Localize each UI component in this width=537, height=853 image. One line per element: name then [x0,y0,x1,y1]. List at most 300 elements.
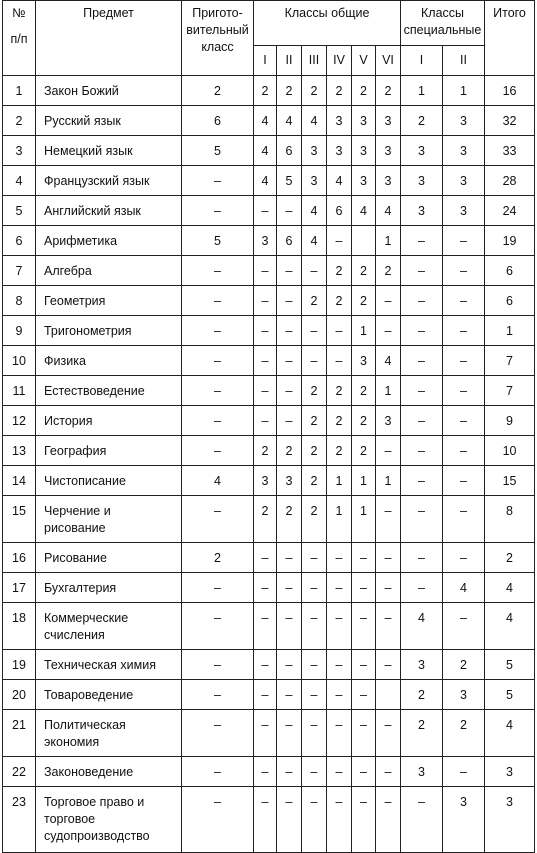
general-class-hours: 2 [277,496,302,543]
subject-line: Политическая [44,718,126,732]
total-hours: 6 [485,256,535,286]
preparatory-hours: 2 [182,76,254,106]
general-class-hours: 6 [327,196,352,226]
table-row [3,710,535,757]
general-class-hours: – [277,376,302,406]
general-class-hours: – [327,543,352,573]
special-class-hours: 3 [443,787,485,853]
general-class-hours: – [277,603,302,650]
special-class-hours: 3 [443,196,485,226]
subject-line: Английский язык [44,204,141,218]
general-class-hours: 5 [277,166,302,196]
preparatory-hours: 4 [182,466,254,496]
table-row [3,256,535,286]
header-special-line1: Классы [421,6,465,20]
row-number: 4 [3,166,36,196]
general-class-hours: 2 [302,466,327,496]
row-number: 22 [3,757,36,787]
general-class-hours: – [277,543,302,573]
subject-cell [36,136,182,166]
general-class-hours: – [302,256,327,286]
subject-cell [36,196,182,226]
general-class-hours: – [376,496,401,543]
special-class-hours: – [443,543,485,573]
table-row [3,496,535,543]
subject-line: счисления [44,628,105,642]
general-class-hours: – [277,316,302,346]
general-class-hours: – [254,316,277,346]
row-number: 12 [3,406,36,436]
general-class-hours: 4 [352,196,376,226]
header-special-col: II [443,46,485,76]
subject-line: торговое [44,812,96,826]
general-class-hours: – [302,346,327,376]
general-class-hours: – [352,573,376,603]
general-class-hours: – [376,436,401,466]
subject-cell [36,256,182,286]
special-class-hours: 2 [401,680,443,710]
general-class-hours: – [277,406,302,436]
special-class-hours: – [401,316,443,346]
general-class-hours: 2 [376,76,401,106]
special-class-hours: – [443,256,485,286]
general-class-hours: 2 [302,496,327,543]
general-class-hours: 1 [327,496,352,543]
subject-cell [36,496,182,543]
special-class-hours: – [401,496,443,543]
special-class-hours: 3 [401,650,443,680]
general-class-hours: – [254,256,277,286]
general-class-hours: – [254,376,277,406]
special-class-hours: – [443,376,485,406]
header-general-col: II [277,46,302,76]
header-subject: Предмет [36,1,182,76]
total-hours: 6 [485,286,535,316]
general-class-hours: 3 [352,166,376,196]
general-class-hours: – [376,316,401,346]
general-class-hours: – [327,603,352,650]
general-class-hours: – [302,316,327,346]
general-class-hours: 4 [302,196,327,226]
row-number: 7 [3,256,36,286]
general-class-hours: 6 [277,136,302,166]
subject-cell [36,650,182,680]
row-number: 11 [3,376,36,406]
special-class-hours: 2 [401,106,443,136]
general-class-hours: – [376,787,401,853]
general-class-hours: – [302,650,327,680]
preparatory-hours: – [182,286,254,316]
row-number: 9 [3,316,36,346]
row-number: 1 [3,76,36,106]
subject-line: География [44,444,107,458]
general-class-hours: 4 [376,196,401,226]
general-class-hours: – [327,573,352,603]
subject-line: экономия [44,735,100,749]
header-number-line1: № [12,6,26,20]
general-class-hours: 2 [254,436,277,466]
subject-cell [36,710,182,757]
subject-cell [36,76,182,106]
general-class-hours [376,680,401,710]
table-row [3,106,535,136]
table-row [3,316,535,346]
general-class-hours: – [254,680,277,710]
header-general-col: VI [376,46,401,76]
special-class-hours: – [443,406,485,436]
general-class-hours: 4 [254,106,277,136]
subject-line: Коммерческие [44,611,129,625]
table-row [3,436,535,466]
subject-line: Алгебра [44,264,92,278]
general-class-hours: – [327,787,352,853]
general-class-hours: 2 [376,256,401,286]
general-class-hours: 2 [327,406,352,436]
general-class-hours: 3 [376,106,401,136]
total-hours: 1 [485,316,535,346]
general-class-hours: 3 [254,226,277,256]
preparatory-hours: – [182,196,254,226]
table-row [3,757,535,787]
general-class-hours: – [254,757,277,787]
total-hours: 7 [485,346,535,376]
general-class-hours: 1 [352,466,376,496]
general-class-hours: – [376,286,401,316]
row-number: 23 [3,787,36,853]
general-class-hours: – [376,710,401,757]
subject-line: Законоведение [44,765,134,779]
table-row [3,76,535,106]
general-class-hours: – [254,543,277,573]
special-class-hours: – [401,226,443,256]
table-row [3,136,535,166]
special-class-hours: 2 [443,710,485,757]
general-class-hours: – [254,286,277,316]
general-class-hours: – [352,603,376,650]
preparatory-hours: – [182,573,254,603]
table-row [3,166,535,196]
general-class-hours: – [277,787,302,853]
general-class-hours: 2 [352,436,376,466]
subject-cell [36,166,182,196]
general-class-hours: 4 [277,106,302,136]
general-class-hours: 3 [327,136,352,166]
general-class-hours: 4 [302,106,327,136]
row-number: 5 [3,196,36,226]
general-class-hours: – [352,680,376,710]
general-class-hours: 4 [254,136,277,166]
general-class-hours: – [327,757,352,787]
general-class-hours: – [376,650,401,680]
header-general-col: IV [327,46,352,76]
general-class-hours: – [302,680,327,710]
subject-cell [36,226,182,256]
subject-line: Арифметика [44,234,118,248]
general-class-hours: 2 [327,436,352,466]
special-class-hours: – [443,436,485,466]
preparatory-hours: – [182,166,254,196]
preparatory-hours: 6 [182,106,254,136]
total-hours: 28 [485,166,535,196]
preparatory-hours: 2 [182,543,254,573]
general-class-hours: 3 [254,466,277,496]
subject-cell [36,106,182,136]
header-prep-line3: класс [201,40,234,54]
general-class-hours: 2 [254,496,277,543]
preparatory-hours: – [182,757,254,787]
total-hours: 2 [485,543,535,573]
subject-cell [36,787,182,853]
subject-line: Русский язык [44,114,121,128]
general-class-hours: 3 [376,166,401,196]
general-class-hours: 2 [254,76,277,106]
special-class-hours: 1 [443,76,485,106]
header-special-classes [401,1,485,46]
general-class-hours: – [277,680,302,710]
header-special-col: I [401,46,443,76]
general-class-hours: 1 [376,376,401,406]
special-class-hours: 3 [401,166,443,196]
header-general-classes: Классы общие [254,1,401,46]
subject-cell [36,316,182,346]
general-class-hours: – [302,543,327,573]
general-class-hours: – [376,573,401,603]
header-preparatory [182,1,254,76]
total-hours: 15 [485,466,535,496]
special-class-hours: – [443,316,485,346]
special-class-hours: – [401,787,443,853]
preparatory-hours: – [182,680,254,710]
general-class-hours: – [302,573,327,603]
subject-cell [36,543,182,573]
general-class-hours: – [352,650,376,680]
general-class-hours: 1 [327,466,352,496]
table-row [3,376,535,406]
header-prep-line1: Пригото- [192,6,243,20]
table-body [3,76,535,853]
general-class-hours: 3 [352,136,376,166]
special-class-hours: 3 [443,680,485,710]
subject-line: Физика [44,354,86,368]
special-class-hours: 4 [401,603,443,650]
total-hours: 10 [485,436,535,466]
total-hours: 16 [485,76,535,106]
general-class-hours: – [277,757,302,787]
table-row [3,226,535,256]
subject-cell [36,286,182,316]
table-row [3,603,535,650]
row-number: 10 [3,346,36,376]
total-hours: 19 [485,226,535,256]
special-class-hours: – [401,346,443,376]
row-number: 8 [3,286,36,316]
subject-cell [36,603,182,650]
total-hours: 33 [485,136,535,166]
special-class-hours: – [443,226,485,256]
general-class-hours: 2 [302,436,327,466]
total-hours: 9 [485,406,535,436]
total-hours: 24 [485,196,535,226]
preparatory-hours: 5 [182,226,254,256]
general-class-hours: 3 [302,136,327,166]
general-class-hours: 2 [302,286,327,316]
general-class-hours: – [277,256,302,286]
general-class-hours: 3 [277,466,302,496]
general-class-hours: – [376,603,401,650]
special-class-hours: – [443,346,485,376]
subject-cell [36,346,182,376]
general-class-hours: 2 [352,76,376,106]
subject-cell [36,573,182,603]
general-class-hours: 6 [277,226,302,256]
preparatory-hours: – [182,436,254,466]
total-hours: 32 [485,106,535,136]
general-class-hours: – [254,710,277,757]
row-number: 16 [3,543,36,573]
subject-line: рисование [44,521,106,535]
subject-cell [36,466,182,496]
subject-cell [36,376,182,406]
general-class-hours: 3 [352,106,376,136]
subject-line: судопроизводство [44,829,150,843]
general-class-hours: – [327,346,352,376]
table-row [3,543,535,573]
subject-line: Закон Божий [44,84,119,98]
general-class-hours: 3 [327,106,352,136]
special-class-hours: – [401,573,443,603]
header-number-line2: п/п [10,32,28,46]
table-row [3,286,535,316]
special-class-hours: – [401,466,443,496]
table-row [3,466,535,496]
general-class-hours: 2 [352,376,376,406]
row-number: 13 [3,436,36,466]
total-hours: 8 [485,496,535,543]
general-class-hours: 2 [352,286,376,316]
subject-line: Бухгалтерия [44,581,117,595]
row-number: 17 [3,573,36,603]
general-class-hours: 2 [277,436,302,466]
general-class-hours: 3 [376,406,401,436]
special-class-hours: – [443,603,485,650]
special-class-hours: 3 [443,166,485,196]
general-class-hours: – [352,757,376,787]
general-class-hours: 2 [352,406,376,436]
general-class-hours: 3 [376,136,401,166]
total-hours: 4 [485,603,535,650]
subject-line: Естествоведение [44,384,145,398]
general-class-hours: 1 [376,466,401,496]
row-number: 3 [3,136,36,166]
subject-cell [36,757,182,787]
total-hours: 5 [485,680,535,710]
special-class-hours: – [443,466,485,496]
general-class-hours: 2 [302,406,327,436]
preparatory-hours: – [182,346,254,376]
subject-line: Немецкий язык [44,144,133,158]
general-class-hours [352,226,376,256]
preparatory-hours: – [182,496,254,543]
row-number: 21 [3,710,36,757]
general-class-hours: 2 [327,286,352,316]
general-class-hours: – [327,226,352,256]
special-class-hours: – [401,543,443,573]
table-row [3,346,535,376]
special-class-hours: – [443,286,485,316]
preparatory-hours: – [182,256,254,286]
subject-line: Черчение и [44,504,111,518]
general-class-hours: – [327,680,352,710]
subject-cell [36,680,182,710]
total-hours: 4 [485,573,535,603]
general-class-hours: 1 [352,316,376,346]
row-number: 18 [3,603,36,650]
special-class-hours: – [401,256,443,286]
special-class-hours: 2 [401,710,443,757]
general-class-hours: – [302,787,327,853]
preparatory-hours: – [182,710,254,757]
row-number: 2 [3,106,36,136]
general-class-hours: 4 [327,166,352,196]
general-class-hours: – [352,710,376,757]
subject-line: Тригонометрия [44,324,132,338]
header-number [3,1,36,76]
special-class-hours: 3 [401,196,443,226]
general-class-hours: – [302,710,327,757]
general-class-hours: – [376,543,401,573]
header-general-col: I [254,46,277,76]
table-row [3,196,535,226]
subject-cell [36,406,182,436]
general-class-hours: 2 [277,76,302,106]
header-general-col: III [302,46,327,76]
preparatory-hours: – [182,316,254,346]
header-general-col: V [352,46,376,76]
general-class-hours: 2 [327,76,352,106]
general-class-hours: – [277,650,302,680]
general-class-hours: – [254,573,277,603]
subject-cell [36,436,182,466]
general-class-hours: 4 [302,226,327,256]
table-row [3,650,535,680]
general-class-hours: 1 [352,496,376,543]
special-class-hours: – [401,406,443,436]
general-class-hours: 2 [327,376,352,406]
special-class-hours: 4 [443,573,485,603]
special-class-hours: 3 [443,106,485,136]
general-class-hours: 3 [352,346,376,376]
general-class-hours: 2 [352,256,376,286]
row-number: 19 [3,650,36,680]
header-prep-line2: вительный [186,23,249,37]
special-class-hours: – [401,436,443,466]
subject-line: Геометрия [44,294,106,308]
row-number: 6 [3,226,36,256]
general-class-hours: 2 [327,256,352,286]
general-class-hours: – [327,650,352,680]
special-class-hours: – [401,376,443,406]
row-number: 20 [3,680,36,710]
subject-line: Торговое право и [44,795,145,809]
general-class-hours: 4 [254,166,277,196]
general-class-hours: – [277,196,302,226]
preparatory-hours: 5 [182,136,254,166]
subject-line: Чистописание [44,474,126,488]
table-row [3,680,535,710]
subject-line: Товароведение [44,688,134,702]
general-class-hours: – [254,346,277,376]
special-class-hours: 3 [401,136,443,166]
